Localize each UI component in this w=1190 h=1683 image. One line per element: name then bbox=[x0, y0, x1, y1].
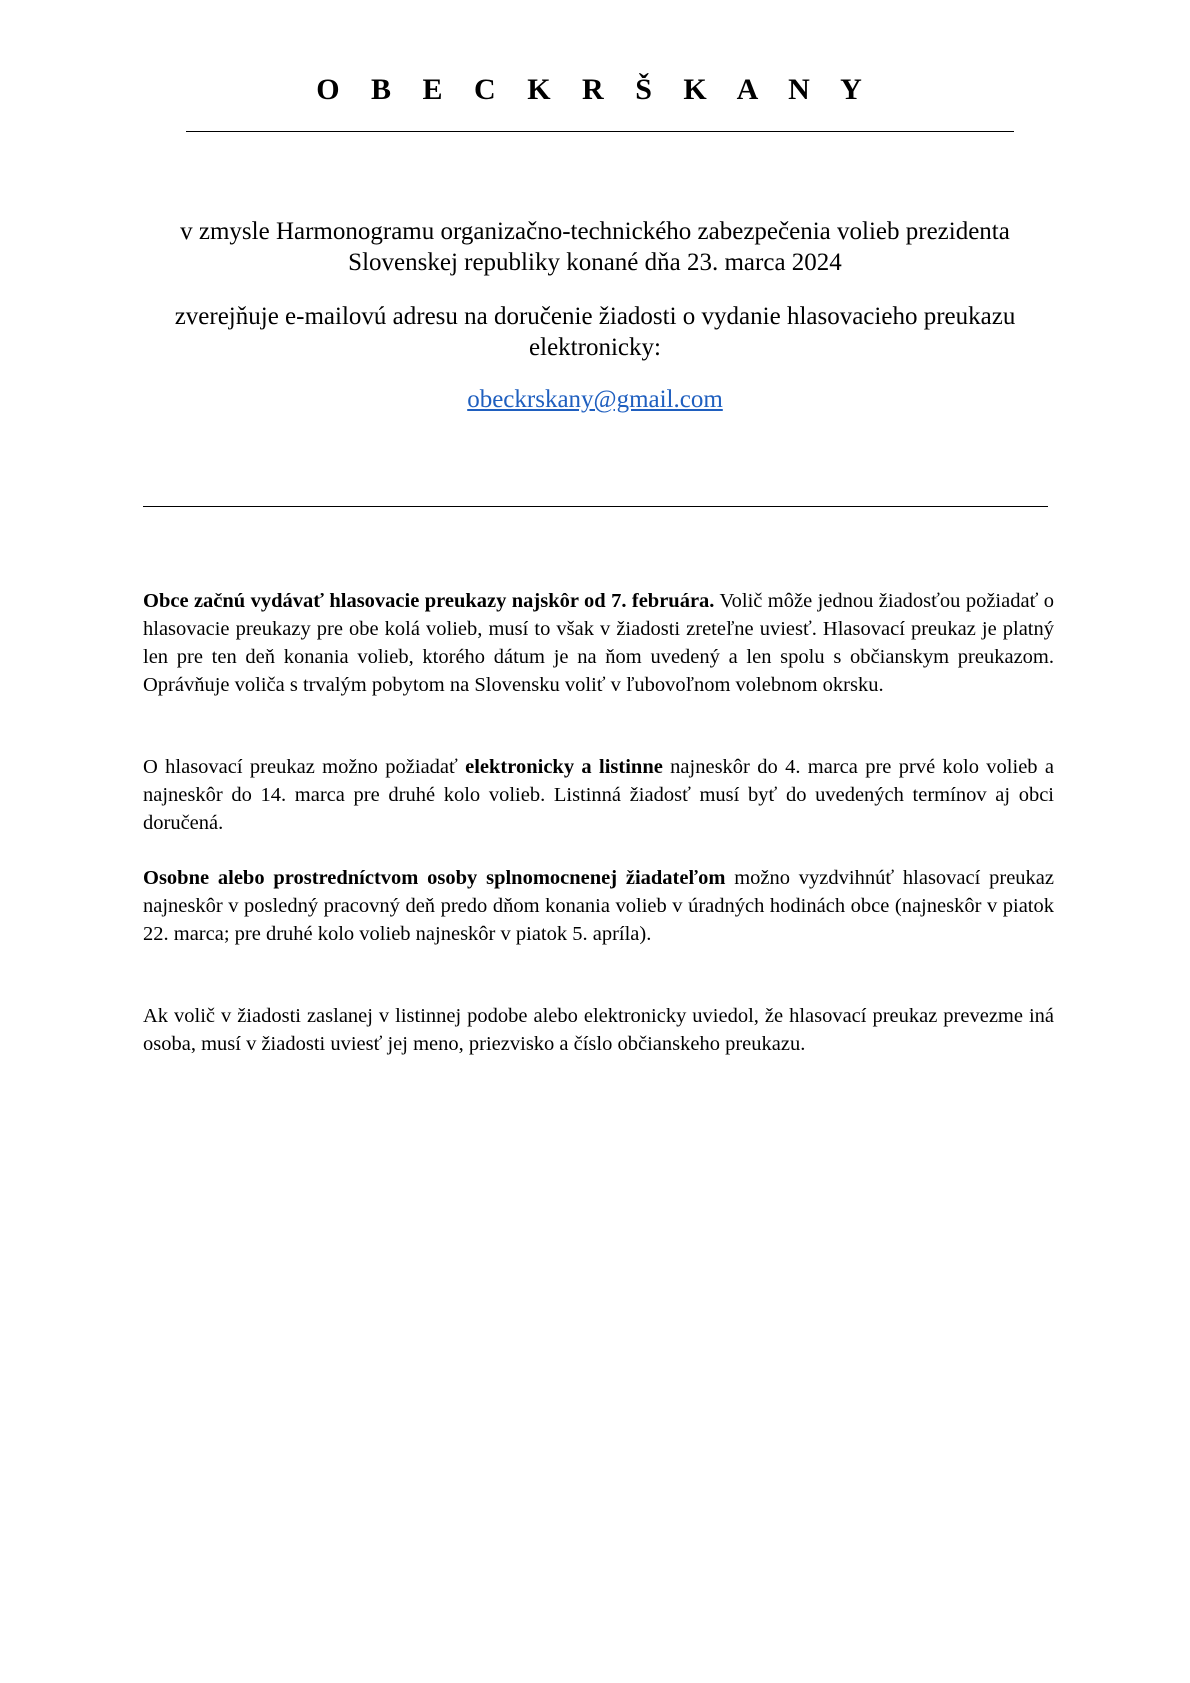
header-divider bbox=[186, 131, 1014, 132]
paragraph-pickup-text: možno vyzdvihnúť hlasovací preukaz najneskôr v posledný pracovný deň predo dňom konania volieb v úradných hodinách obce (najneskôr v piatok 22. marca; pre druhé kolo volieb najneskôr v piatok 5. apríla). bbox=[143, 867, 1054, 945]
section-divider bbox=[143, 506, 1048, 507]
paragraph-proxy: Ak volič v žiadosti zaslanej v listinnej podobe alebo elektronicky uviedol, že hlasovací preukaz prevezme iná osoba, musí v žiadosti uviesť jej meno, priezvisko a číslo občianskeho preukazu. bbox=[143, 1005, 1054, 1055]
page-title: O B E C K R Š K A N Y bbox=[316, 73, 874, 106]
email-link[interactable]: obeckrskany@gmail.com bbox=[467, 386, 723, 413]
paragraph-issuing-dates-text: Volič môže jednou žiadosťou požiadať o hlasovacie preukazy pre obe kolá volieb, musí to však v žiadosti zreteľne uviesť. Hlasovací preukaz je platný len pre ten deň konania volieb, ktorého dátum je na ňom uvedený a len spolu s občianskym preukazom. Oprávňuje voliča s trvalým pobytom na Slovensku voliť v ľubovoľnom volebnom okrsku. bbox=[143, 590, 1054, 696]
paragraph-issuing-dates bbox=[143, 587, 1054, 699]
paragraph-request-deadlines-post: najneskôr do 4. marca pre prvé kolo volieb a najneskôr do 14. marca pre druhé kolo volieb. Listinná žiadosť musí byť do uvedených termínov aj obci doručená. bbox=[143, 756, 1054, 834]
paragraph-request-deadlines-pre: O hlasovací preukaz možno požiadať bbox=[143, 756, 466, 778]
paragraph-pickup-bold: Osobne alebo prostredníctvom osoby splnomocnenej žiadateľom bbox=[143, 867, 726, 889]
intro-email-notice: zverejňuje e-mailovú adresu na doručenie žiadosti o vydanie hlasovacieho preukazu elektronicky: bbox=[174, 303, 1016, 361]
paragraph-request-deadlines bbox=[143, 753, 1054, 837]
intro-statement: v zmysle Harmonogramu organizačno-technického zabezpečenia volieb prezidenta Slovenskej republiky konané dňa 23. marca 2024 bbox=[180, 218, 1010, 276]
email-line bbox=[0, 384, 1190, 415]
paragraph-issuing-dates-bold: Obce začnú vydávať hlasovacie preukazy najskôr od 7. februára. bbox=[143, 590, 715, 612]
paragraph-pickup bbox=[143, 864, 1054, 948]
paragraph-request-deadlines-bold: elektronicky a listinne bbox=[465, 756, 663, 778]
